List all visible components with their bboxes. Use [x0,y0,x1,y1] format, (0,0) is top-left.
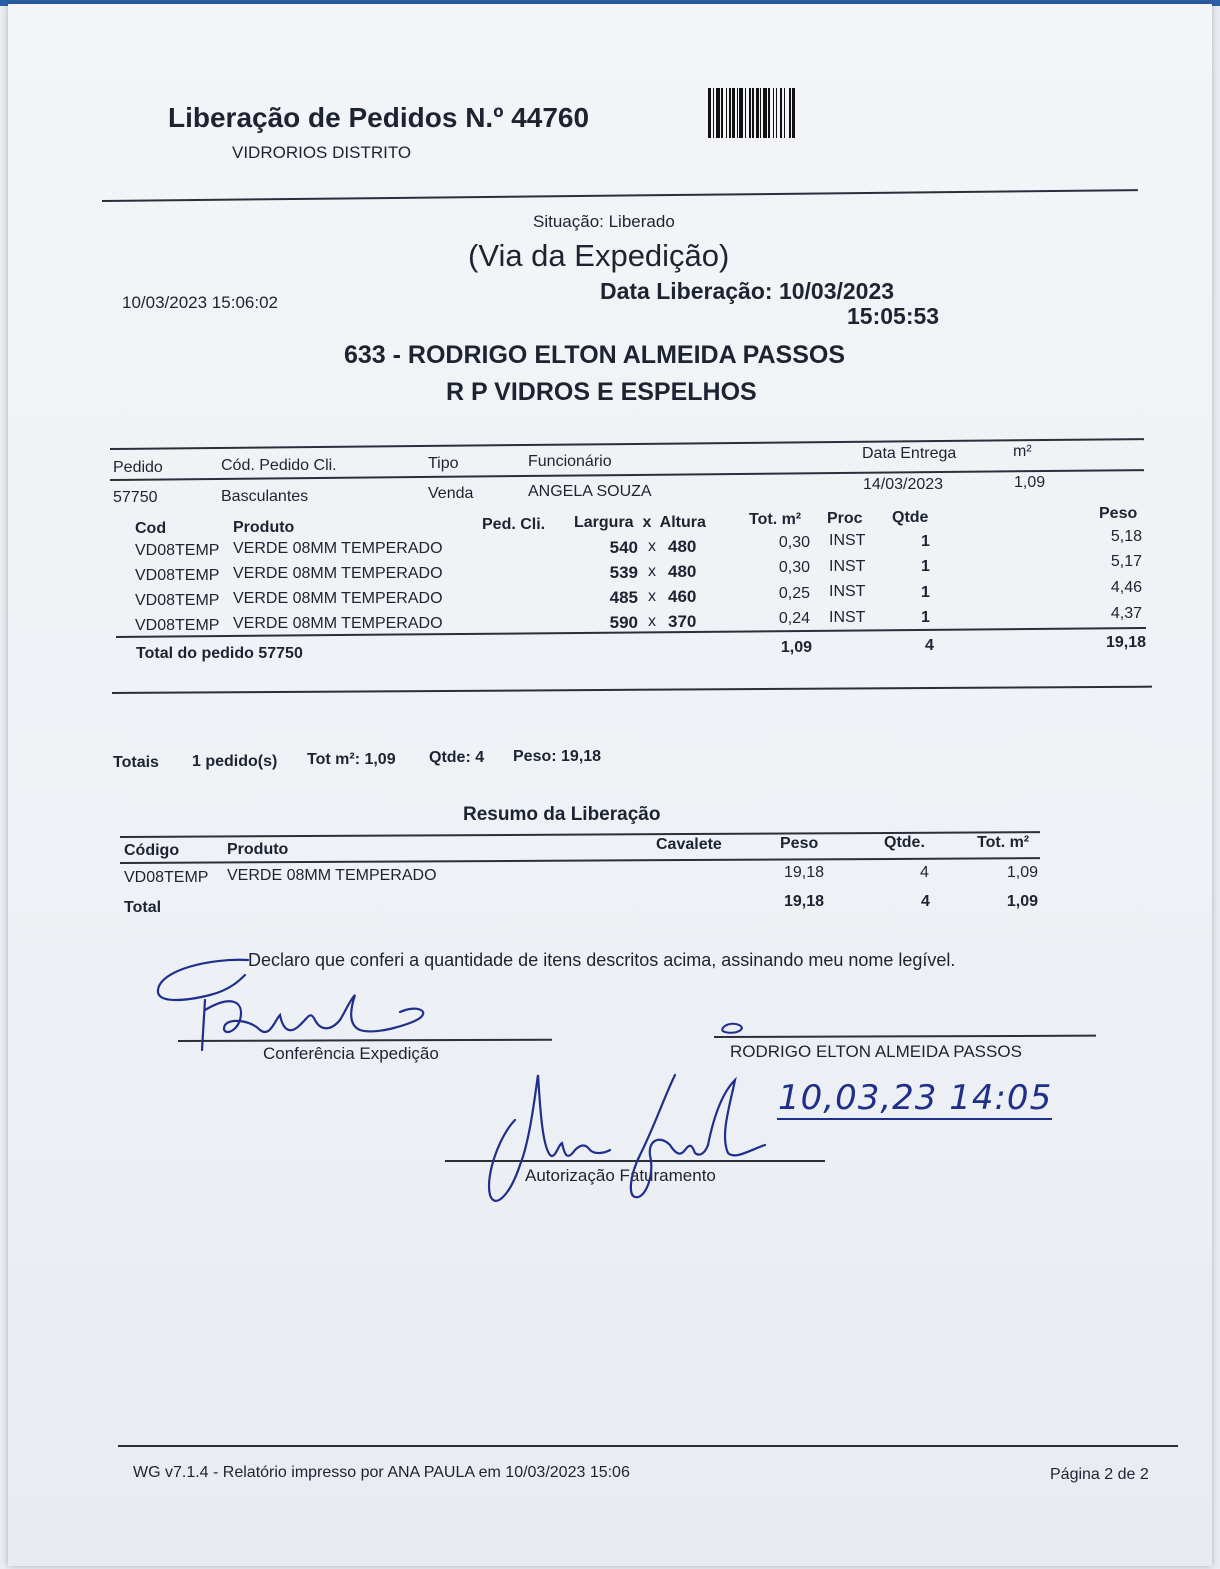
item-produto: VERDE 08MM TEMPERADO [233,615,443,632]
item-cod: VD08TEMP [135,592,220,609]
order-data-entrega: 14/03/2023 [863,476,944,493]
item-peso: 5,17 [1110,553,1142,570]
item-largura: 539 [609,563,638,582]
item-peso: 5,18 [1110,528,1142,545]
handwritten-mark [718,1018,748,1038]
totals-qtde: Qtde: 4 [429,749,485,766]
item-proc: INST [829,609,866,626]
item-peso: 4,46 [1110,579,1142,596]
item-altura: 480 [668,562,697,581]
summary-title: Resumo da Liberação [463,804,661,825]
item-altura: 460 [668,587,697,606]
client-line: 633 - RODRIGO ELTON ALMEIDA PASSOS [344,341,845,369]
items-col-ped-cli: Ped. Cli. [482,516,546,533]
signature-label-client: RODRIGO ELTON ALMEIDA PASSOS [730,1042,1022,1061]
summary-total-tot-m2: 1,09 [1006,893,1038,910]
item-largura: 485 [609,588,638,607]
document-title: Liberação de Pedidos N.º 44760 [168,102,590,133]
summary-col-qtde: Qtde. [884,834,925,851]
totals-pedidos: 1 pedido(s) [192,753,278,770]
item-tot-m2: 0,30 [778,534,810,551]
items-col-qtde: Qtde [892,509,929,526]
item-produto: VERDE 08MM TEMPERADO [233,540,443,557]
summary-row-qtde: 4 [920,864,929,881]
item-tot-m2: 0,30 [778,559,810,576]
col-pedido: Pedido [113,459,163,476]
items-col-tot-m2: Tot. m² [749,511,802,528]
item-x: x [648,613,656,630]
footer-divider [118,1445,1178,1447]
items-col-peso: Peso [1099,505,1138,522]
item-proc: INST [829,583,866,600]
declaration-text: Declaro que conferi a quantidade de itens descritos acima, assinando meu nome legível. [248,950,956,970]
item-qtde: 1 [921,609,930,626]
order-total-m2: 1,09 [780,639,812,656]
summary-col-codigo: Código [124,842,180,859]
totals-m2: Tot m²: 1,09 [307,751,396,768]
item-tot-m2: 0,24 [778,610,810,627]
items-col-cod: Cod [135,520,167,537]
item-peso: 4,37 [1110,605,1142,622]
summary-total-peso: 19,18 [783,893,824,910]
item-proc: INST [829,532,866,549]
summary-total-label: Total [124,899,162,916]
summary-col-produto: Produto [227,841,289,858]
summary-row-codigo: VD08TEMP [124,869,209,886]
col-tipo: Tipo [428,455,459,472]
item-cod: VD08TEMP [135,542,220,559]
summary-total-qtde: 4 [921,893,930,910]
summary-col-peso: Peso [780,835,819,852]
release-time: 15:05:53 [847,303,940,329]
item-x: x [648,563,656,580]
order-total-qtde: 4 [925,637,934,654]
item-produto: VERDE 08MM TEMPERADO [233,590,443,607]
items-col-produto: Produto [233,519,295,536]
summary-row-produto: VERDE 08MM TEMPERADO [227,867,437,884]
order-cod-cli: Basculantes [221,488,309,505]
client-company: R P VIDROS E ESPELHOS [446,378,757,406]
summary-row-peso: 19,18 [783,864,824,881]
order-funcionario: ANGELA SOUZA [528,483,652,500]
signature-label-autorizacao: Autorização Faturamento [525,1166,716,1185]
items-col-largura-altura: Largura x Altura [574,514,706,531]
summary-col-cavalete: Cavalete [656,836,722,853]
summary-col-tot-m2: Tot. m² [977,834,1030,851]
col-funcionario: Funcionário [528,453,612,470]
release-date: Data Liberação: 10/03/2023 [600,278,895,304]
printed-datetime: 10/03/2023 15:06:02 [122,293,278,312]
order-tipo: Venda [428,485,474,502]
order-m2: 1,09 [1014,474,1046,491]
company-name: VIDRORIOS DISTRITO [232,143,412,162]
item-largura: 540 [609,538,638,557]
handwritten-date: 10,03,23 14:05 [778,1078,1053,1118]
order-total-peso: 19,18 [1105,634,1146,651]
item-qtde: 1 [921,584,930,601]
item-qtde: 1 [921,558,930,575]
col-m2: m² [1013,443,1032,460]
summary-row-tot-m2: 1,09 [1006,864,1038,881]
barcode [708,88,892,138]
situation-text: Situação: Liberado [533,212,675,231]
col-data-entrega: Data Entrega [862,445,957,462]
col-cod-cli: Cód. Pedido Cli. [221,457,337,474]
item-proc: INST [829,558,866,575]
order-total-label: Total do pedido 57750 [136,645,303,662]
item-x: x [648,588,656,605]
totals-label: Totais [113,754,159,771]
totals-peso: Peso: 19,18 [513,748,602,765]
footer-page-number: Página 2 de 2 [1050,1466,1149,1483]
item-cod: VD08TEMP [135,567,220,584]
handwritten-date-underline [777,1118,1052,1120]
order-pedido: 57750 [113,489,158,506]
item-x: x [648,538,656,555]
item-largura: 590 [609,613,638,632]
signature-label-conferencia: Conferência Expedição [263,1044,439,1063]
item-produto: VERDE 08MM TEMPERADO [233,565,443,582]
items-col-proc: Proc [827,510,863,527]
item-altura: 370 [668,612,697,631]
via-label: (Via da Expedição) [468,238,730,273]
footer-printed-by: WG v7.1.4 - Relatório impresso por ANA PAULA em 10/03/2023 15:06 [133,1464,630,1481]
handwritten-signature-ana-paula [480,1065,780,1210]
item-cod: VD08TEMP [135,617,220,634]
handwritten-signature-paula [150,950,450,1060]
barcode-bar [795,88,796,138]
item-altura: 480 [668,537,697,556]
item-tot-m2: 0,25 [778,585,810,602]
item-qtde: 1 [921,533,930,550]
